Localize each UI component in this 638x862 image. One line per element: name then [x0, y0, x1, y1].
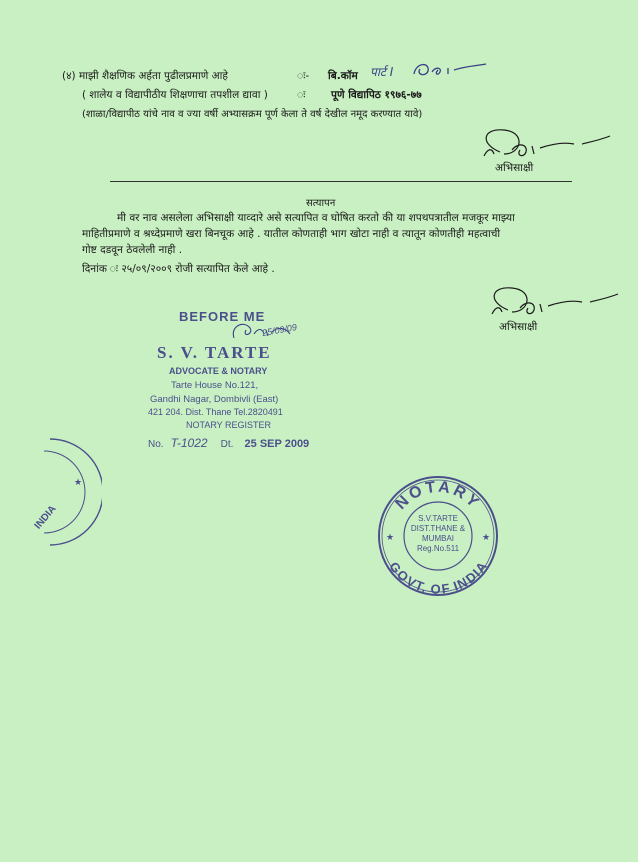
signatory-label-bottom: अभिसाक्षी — [499, 321, 538, 333]
seal-center-line3: MUMBAI — [422, 534, 454, 543]
notary-name: S. V. TARTE — [157, 343, 272, 362]
seal-bottom-arc: GOVT. OF INDIA — [386, 558, 490, 597]
svg-text:★: ★ — [74, 477, 83, 487]
notary-address-line3: 421 204. Dist. Thane Tel.2820491 — [148, 407, 283, 417]
before-me-label: BEFORE ME — [179, 309, 266, 324]
institution-instruction: (शाळा/विद्यापीठ यांचे नाव व ज्या वर्षी अभ्यासक्रम पूर्ण केला ते वर्ष देखील नमूद करण्यात यावे) — [82, 109, 423, 120]
partial-seal — [30, 435, 102, 550]
notary-register-label: NOTARY REGISTER — [186, 420, 272, 430]
qualification-label: (४) माझी शैक्षणिक अर्हता पुढीलप्रमाणे आहे — [62, 70, 228, 82]
handwritten-part-note: पार्ट I — [370, 65, 394, 79]
notary-title: ADVOCATE & NOTARY — [169, 366, 268, 376]
university-value: पूणे विद्यापिठ १९७६-७७ — [331, 89, 422, 101]
svg-text:★: ★ — [482, 533, 491, 543]
education-detail-label: ( शालेय व विद्यापीठीय शिक्षणाचा तपशील द्यावा ) — [82, 89, 268, 101]
seal-top-arc: NOTARY — [392, 478, 484, 513]
initials-signature-top — [410, 58, 490, 80]
seal-center-line2: DIST.THANE & — [410, 524, 466, 533]
notary-register-line — [148, 432, 309, 451]
notary-handwritten-date: 25/09/09 — [261, 322, 298, 338]
signature-deponent-1 — [470, 122, 620, 166]
notary-address-line1: Tarte House No.121, — [171, 380, 259, 391]
verification-date: दिनांक ः २५/०९/२००९ रोजी सत्यापित केले आहे . — [82, 263, 275, 275]
seal-center-line4: Reg.No.511 — [416, 544, 460, 553]
signature-deponent-2 — [478, 280, 628, 324]
svg-text:★: ★ — [386, 533, 395, 543]
verification-text-line2: माहितीप्रमाणे व श्रध्देप्रमाणे खरा बिनचूक आहे . यातील कोणताही भाग खोटा नाही व त्यातून कोणतीही महत्वाची — [82, 228, 501, 240]
verification-text-line1: मी वर नाव असलेला अभिसाक्षी याव्दारे असे सत्यापित व घोषित करतो की या शपथपत्रातील मजकूर माझ्या — [117, 212, 515, 224]
qualification-value: बि.कॉम — [328, 70, 358, 82]
education-detail-separator: ः — [297, 89, 306, 101]
register-date-prefix: Dt. — [220, 439, 234, 450]
notary-address-line2: Gandhi Nagar, Dombivli (East) — [150, 394, 279, 405]
round-notary-seal — [376, 474, 500, 598]
verification-heading: सत्यापन — [306, 198, 336, 209]
register-date: 25 SEP 2009 — [244, 438, 310, 450]
verification-text-line3: गोष्ट दडवून ठेवलेली नाही . — [82, 244, 183, 256]
partial-seal-text: INDIA — [32, 503, 59, 532]
register-no-prefix: No. — [148, 439, 164, 450]
signatory-label-top: अभिसाक्षी — [495, 162, 534, 174]
qualification-separator: ः- — [297, 70, 310, 82]
register-number: T-1022 — [170, 436, 208, 450]
seal-center-line1: S.V.TARTE — [418, 514, 458, 523]
section-divider — [110, 181, 572, 182]
